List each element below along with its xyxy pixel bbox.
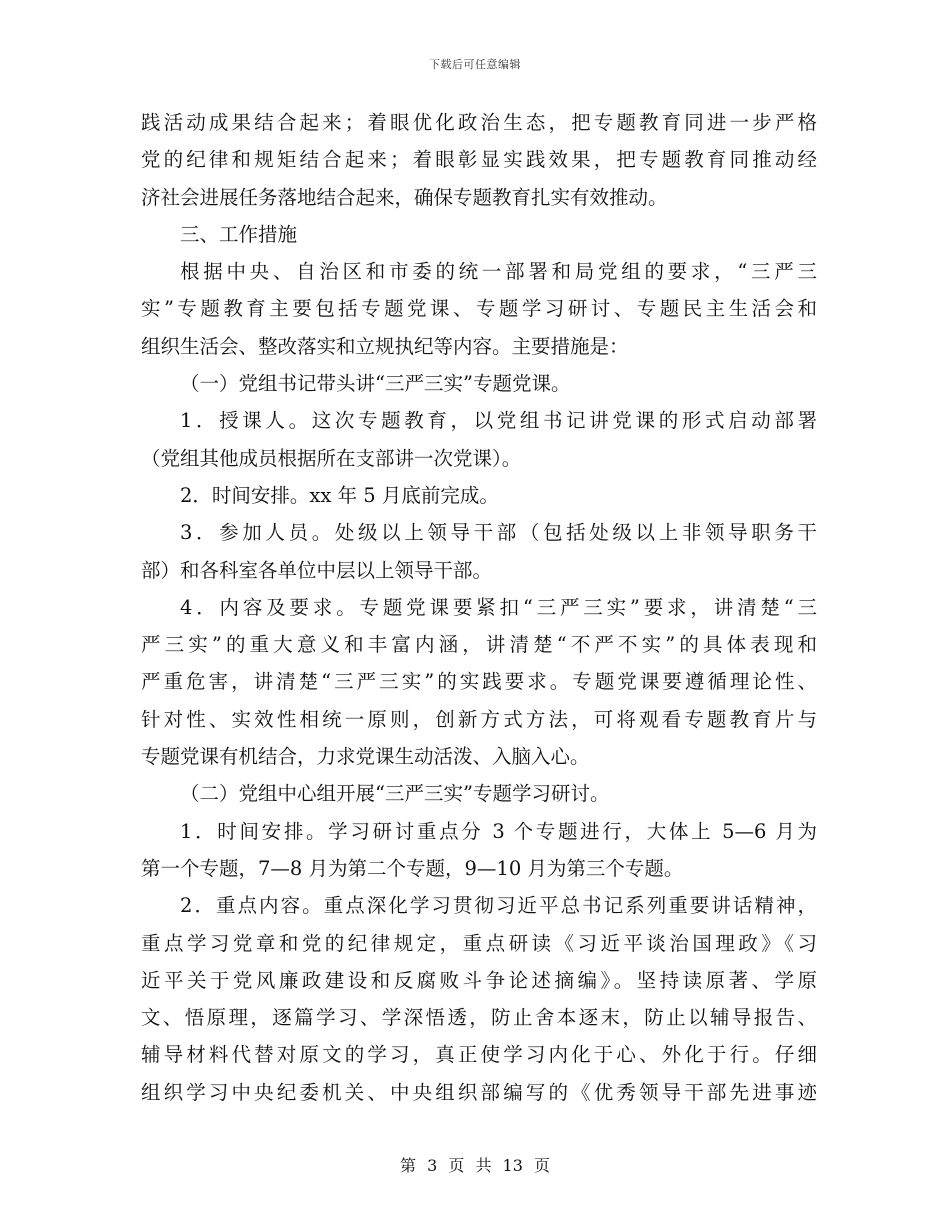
paragraph-line: 第一个专题，7—8 月为第二个专题，9—10 月为第三个专题。 <box>141 856 684 880</box>
paragraph-line: 4．内容及要求。专题党课要紧扣“三严三实”要求，讲清楚“三 <box>180 595 817 619</box>
paragraph-line: 组织生活会、整改落实和立规执纪等内容。主要措施是： <box>141 334 629 358</box>
document-body <box>141 104 817 1111</box>
paragraph-line: 严重危害，讲清楚“三严三实”的实践要求。专题党课要遵循理论性、 <box>141 670 817 694</box>
paragraph-line: 3．参加人员。处级以上领导干部（包括处级以上非领导职务干 <box>180 521 817 545</box>
paragraph-line: 近平关于党风廉政建设和反腐败斗争论述摘编》。坚持读原著、学原 <box>141 968 817 992</box>
paragraph-line: 践活动成果结合起来；着眼优化政治生态，把专题教育同进一步严格 <box>141 111 817 134</box>
subsection-heading: （二）党组中心组开展“三严三实”专题学习研讨。 <box>180 782 610 806</box>
paragraph-line: 1．授课人。这次专题教育，以党组书记讲党课的形式启动部署 <box>180 409 817 433</box>
paragraph-line: 部）和各科室各单位中层以上领导干部。 <box>141 558 493 582</box>
paragraph-line: 重点学习党章和党的纪律规定，重点研读《习近平谈治国理政》《习 <box>141 931 817 955</box>
subsection-heading: （一）党组书记带头讲“三严三实”专题党课。 <box>180 372 571 396</box>
paragraph-line: 实”专题教育主要包括专题党课、专题学习研讨、专题民主生活会和 <box>141 297 817 321</box>
section-heading: 三、工作措施 <box>180 222 298 246</box>
paragraph-line: 1．时间安排。学习研讨重点分 3 个专题进行，大体上 5—6 月为 <box>180 819 817 843</box>
paragraph-line: 党的纪律和规矩结合起来；着眼彰显实践效果，把专题教育同推动经 <box>141 148 817 172</box>
paragraph-line: 济社会进展任务落地结合起来，确保专题教育扎实有效推动。 <box>141 185 668 209</box>
paragraph-line: （党组其他成员根据所在支部讲一次党课）。 <box>141 446 522 470</box>
paragraph-line: 严三实”的重大意义和丰富内涵，讲清楚“不严不实”的具体表现和 <box>141 633 817 657</box>
page-header: 下载后可任意编辑 <box>429 58 521 71</box>
paragraph-line: 文、悟原理，逐篇学习、学深悟透，防止舍本逐末，防止以辅导报告、 <box>141 1006 817 1030</box>
paragraph-line: 2．重点内容。重点深化学习贯彻习近平总书记系列重要讲话精神， <box>180 894 817 918</box>
paragraph-line: 专题党课有机结合，力求党课生动活泼、入脑入心。 <box>141 745 590 769</box>
paragraph-line: 辅导材料代替对原文的学习，真正使学习内化于心、外化于行。仔细 <box>141 1043 817 1067</box>
paragraph-line: 组织学习中央纪委机关、中央组织部编写的《优秀领导干部先进事迹 <box>141 1080 817 1104</box>
page-footer: 第 3 页 共 13 页 <box>400 1156 550 1175</box>
paragraph-line: 2．时间安排。xx 年 5 月底前完成。 <box>180 483 499 507</box>
paragraph-line: 根据中央、自治区和市委的统一部署和局党组的要求，“三严三 <box>180 260 817 284</box>
paragraph-line: 针对性、实效性相统一原则，创新方式方法，可将观看专题教育片与 <box>141 707 817 731</box>
